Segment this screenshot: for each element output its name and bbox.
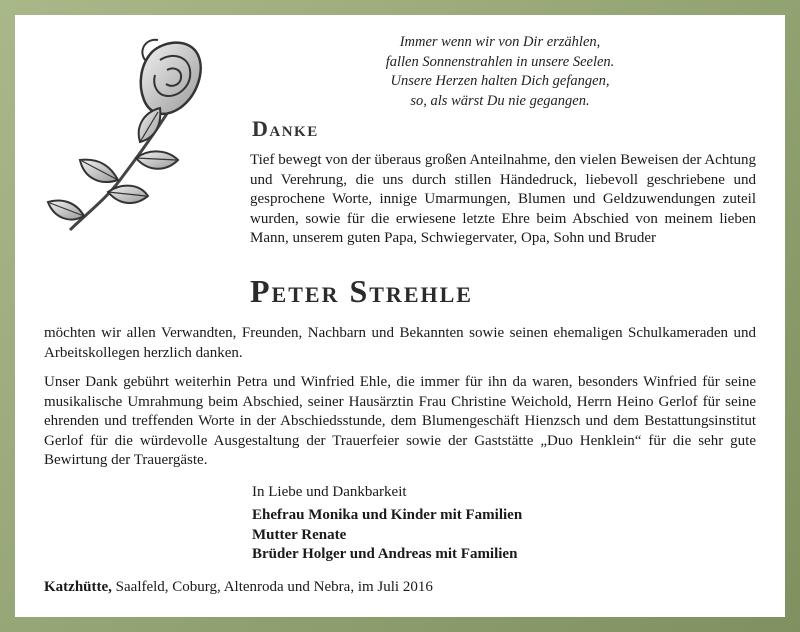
closing-line: In Liebe und Dankbarkeit <box>252 484 407 500</box>
family-line: Mutter Renate <box>252 526 347 543</box>
heading-danke: Danke <box>252 116 319 141</box>
poem-line: so, als wärst Du nie gegangen. <box>410 92 590 109</box>
poem-line: fallen Sonnenstrahlen in unsere Seelen. <box>385 53 615 70</box>
paragraph-gratitude: Unser Dank gebührt weiterhin Petra und Winfried Ehle, die immer für ihn da waren, besonders Winfried für seine musikalische Umrahmung beim Abschied, seiner Hausärztin Frau Christine Weichold, Herrn Heino Gerlof für seine ehrenden und treffenden Worte in der Abschiedsstunde, dem Blumengeschäft Hienzsch und dem Bestattungsinstitut Gerlof für die würdevolle Ausgestaltung der Trauerfeier sowie der Gaststätte „Duo Henklein“ für die sehr gute Bewirtung der Trauergäste. <box>44 374 756 468</box>
poem-line: Immer wenn wir von Dir erzählen, <box>399 34 601 50</box>
family-list <box>252 506 522 565</box>
place-rest: Saalfeld, Coburg, Altenroda und Nebra, im Juli 2016 <box>111 579 433 595</box>
intro-text: Tief bewegt von der überaus großen Anteilnahme, den vielen Beweisen der Achtung und Verehrung, die uns durch stillen Händedruck, liebevoll geschriebene und gesprochene Worte, innige Umarmungen, Blumen und Geldzuwendungen zuteil wurden, sowie für die erwiesene letzte Ehre beim Abschied von meinem lieben Mann, unserem guten Papa, Schwiegervater, Opa, Sohn und Bruder <box>250 152 756 246</box>
place-town: Katzhütte, <box>44 579 112 595</box>
poem <box>360 33 640 111</box>
deceased-name: Peter Strehle <box>250 273 473 309</box>
poem-line: Unsere Herzen halten Dich gefangen, <box>390 73 610 89</box>
family-line: Brüder Holger und Andreas mit Familien <box>252 546 518 562</box>
family-line: Ehefrau Monika und Kinder mit Familien <box>252 507 523 523</box>
paragraph-thanks: möchten wir allen Verwandten, Freunden, Nachbarn und Bekannten sowie seinen ehemaligen Schulkameraden und Arbeitskollegen herzlich danken. <box>44 325 756 361</box>
place-date <box>44 578 433 598</box>
rose-icon <box>40 30 230 240</box>
